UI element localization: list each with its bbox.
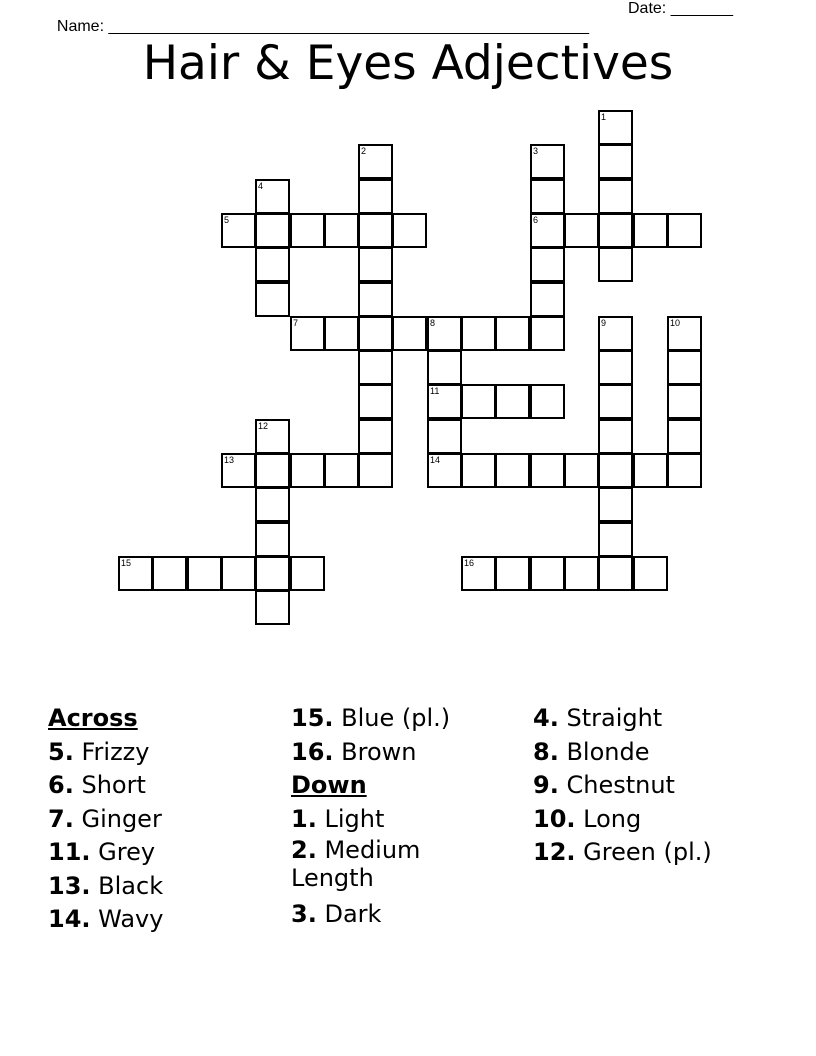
crossword-cell[interactable]	[461, 384, 496, 419]
across-heading: Across	[48, 704, 138, 732]
cell-number: 6	[533, 215, 539, 225]
clue-across-5: 5. Frizzy	[48, 737, 150, 766]
crossword-cell[interactable]	[461, 453, 496, 488]
clue-down-10: 10. Long	[533, 804, 642, 833]
crossword-cell[interactable]	[530, 213, 565, 248]
crossword-cell[interactable]	[358, 350, 393, 385]
crossword-cell[interactable]	[461, 556, 496, 591]
crossword-cell[interactable]	[221, 556, 256, 591]
crossword-cell[interactable]	[221, 453, 256, 488]
cell-number: 2	[361, 146, 367, 156]
crossword-cell[interactable]	[358, 179, 393, 214]
crossword-cell[interactable]	[495, 384, 530, 419]
crossword-cell[interactable]	[495, 316, 530, 351]
crossword-cell[interactable]	[255, 247, 290, 282]
clue-across-7: 7. Ginger	[48, 804, 162, 833]
cell-number: 12	[258, 421, 269, 431]
crossword-cell[interactable]	[495, 453, 530, 488]
date-field-label: Date: _______	[628, 0, 733, 17]
cell-number: 15	[121, 558, 132, 568]
page-title: Hair & Eyes Adjectives	[142, 36, 674, 91]
crossword-cell[interactable]	[530, 384, 565, 419]
name-field-label: Name: ______________________________________________________	[56, 18, 589, 35]
crossword-cell[interactable]	[633, 453, 668, 488]
crossword-cell[interactable]	[392, 316, 427, 351]
crossword-cell[interactable]	[667, 419, 702, 454]
clue-column-2	[291, 702, 531, 932]
crossword-cell[interactable]	[221, 213, 256, 248]
crossword-cell[interactable]	[358, 384, 393, 419]
crossword-cell[interactable]	[255, 487, 290, 522]
crossword-cell[interactable]	[598, 350, 633, 385]
crossword-cell[interactable]	[530, 179, 565, 214]
clue-down-12: 12. Green (pl.)	[533, 838, 712, 866]
crossword-cell[interactable]	[427, 453, 462, 488]
crossword-cell[interactable]	[255, 590, 290, 625]
clue-down-2: 2. Medium Length	[291, 836, 421, 892]
clue-down-8: 8. Blonde	[533, 737, 650, 766]
crossword-cell[interactable]	[667, 350, 702, 385]
down-heading: Down	[291, 771, 367, 799]
clue-column-3	[533, 702, 773, 870]
crossword-cell[interactable]	[530, 282, 565, 317]
crossword-cell[interactable]	[324, 316, 359, 351]
crossword-cell[interactable]	[598, 179, 633, 214]
crossword-cell[interactable]	[598, 522, 633, 557]
crossword-cell[interactable]	[358, 282, 393, 317]
crossword-cell[interactable]	[392, 213, 427, 248]
clue-across-14: 14. Wavy	[48, 905, 164, 933]
cell-number: 1	[601, 112, 607, 122]
crossword-cell[interactable]	[598, 110, 633, 145]
crossword-cell[interactable]	[255, 453, 290, 488]
cell-number: 16	[464, 558, 475, 568]
crossword-cell[interactable]	[358, 419, 393, 454]
crossword-cell[interactable]	[530, 144, 565, 179]
crossword-cell[interactable]	[290, 213, 325, 248]
clue-down-3: 3. Dark	[291, 900, 382, 928]
crossword-cell[interactable]	[564, 453, 599, 488]
crossword-cell[interactable]	[324, 213, 359, 248]
crossword-cell[interactable]	[358, 213, 393, 248]
cell-number: 9	[601, 318, 607, 328]
crossword-cell[interactable]	[358, 144, 393, 179]
crossword-cell[interactable]	[187, 556, 222, 591]
crossword-cell[interactable]	[118, 556, 153, 591]
crossword-cell[interactable]	[255, 556, 290, 591]
crossword-cell[interactable]	[530, 453, 565, 488]
clue-column-1	[48, 702, 288, 937]
crossword-cell[interactable]	[633, 556, 668, 591]
crossword-cell[interactable]	[255, 419, 290, 454]
crossword-cell[interactable]	[633, 213, 668, 248]
cell-number: 5	[224, 215, 230, 225]
crossword-cell[interactable]	[427, 350, 462, 385]
crossword-cell[interactable]	[255, 179, 290, 214]
cell-number: 10	[670, 318, 681, 328]
clue-across-16: 16. Brown	[291, 737, 417, 766]
cell-number: 13	[224, 455, 235, 465]
crossword-cell[interactable]	[495, 556, 530, 591]
crossword-cell[interactable]	[290, 556, 325, 591]
cell-number: 3	[533, 146, 539, 156]
crossword-cell[interactable]	[358, 247, 393, 282]
crossword-cell[interactable]	[255, 282, 290, 317]
clue-down-4: 4. Straight	[533, 704, 663, 732]
crossword-cell[interactable]	[255, 213, 290, 248]
cell-number: 7	[293, 318, 299, 328]
clue-down-9: 9. Chestnut	[533, 771, 675, 799]
crossword-cell[interactable]	[461, 316, 496, 351]
crossword-cell[interactable]	[152, 556, 187, 591]
cell-number: 14	[430, 455, 441, 465]
crossword-cell[interactable]	[598, 144, 633, 179]
cell-number: 11	[430, 386, 440, 396]
crossword-cell[interactable]	[530, 316, 565, 351]
clue-across-6: 6. Short	[48, 771, 146, 799]
crossword-cell[interactable]	[667, 213, 702, 248]
crossword-cell[interactable]	[358, 453, 393, 488]
crossword-cell[interactable]	[427, 316, 462, 351]
crossword-cell[interactable]	[598, 384, 633, 419]
crossword-cell[interactable]	[530, 247, 565, 282]
crossword-cell[interactable]	[324, 453, 359, 488]
crossword-cell[interactable]	[598, 453, 633, 488]
clue-across-13: 13. Black	[48, 871, 164, 900]
crossword-cell[interactable]	[598, 556, 633, 591]
crossword-cell[interactable]	[598, 247, 633, 282]
crossword-cell[interactable]	[358, 316, 393, 351]
clue-across-11: 11. Grey	[48, 838, 156, 866]
crossword-cell[interactable]	[564, 556, 599, 591]
crossword-cell[interactable]	[667, 453, 702, 488]
crossword-cell[interactable]	[598, 213, 633, 248]
crossword-cell[interactable]	[290, 453, 325, 488]
cell-number: 8	[430, 318, 436, 328]
crossword-cell[interactable]	[427, 384, 462, 419]
crossword-cell[interactable]	[667, 384, 702, 419]
cell-number: 4	[258, 181, 264, 191]
crossword-cell[interactable]	[598, 316, 633, 351]
crossword-cell[interactable]	[598, 419, 633, 454]
crossword-cell[interactable]	[667, 316, 702, 351]
crossword-cell[interactable]	[255, 522, 290, 557]
crossword-cell[interactable]	[564, 213, 599, 248]
clue-across-15: 15. Blue (pl.)	[291, 704, 451, 732]
crossword-cell[interactable]	[530, 556, 565, 591]
crossword-cell[interactable]	[427, 419, 462, 454]
clue-down-1: 1. Light	[291, 804, 385, 833]
crossword-cell[interactable]	[598, 487, 633, 522]
crossword-cell[interactable]	[290, 316, 325, 351]
